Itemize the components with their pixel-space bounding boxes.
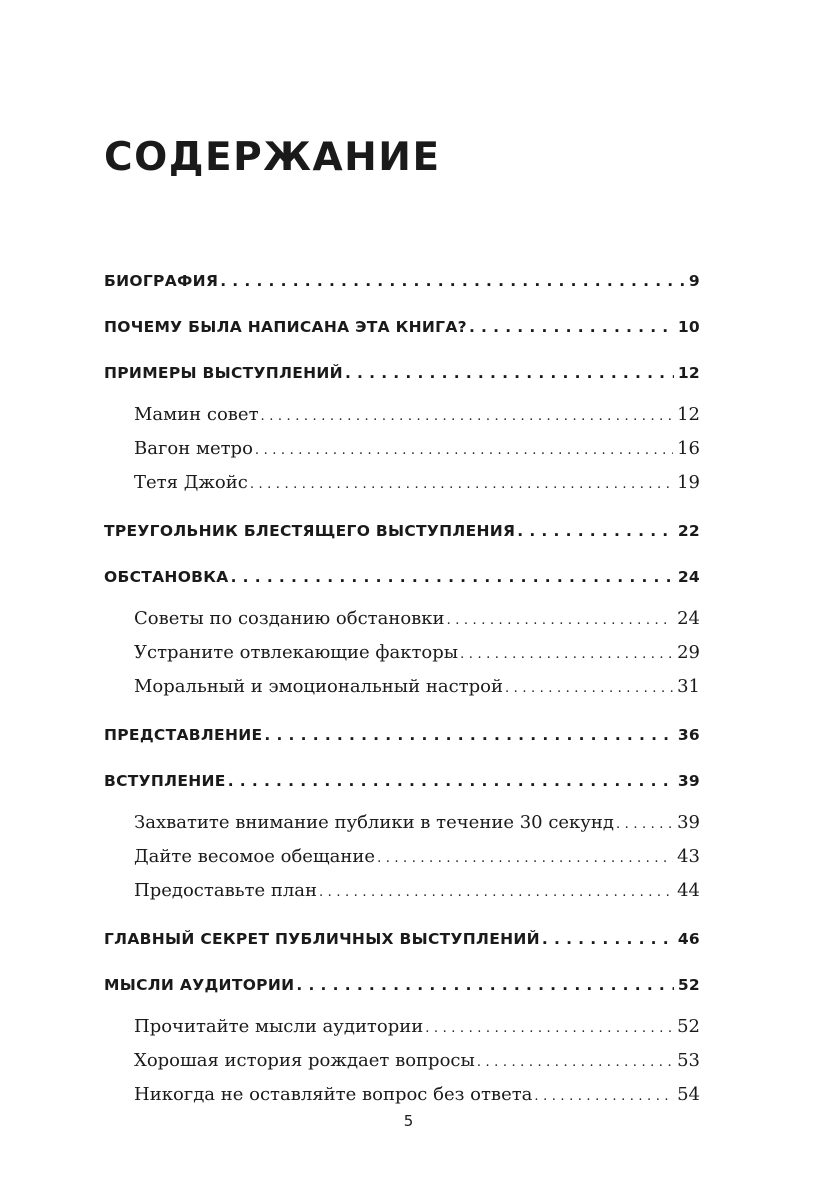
toc-entry-label: Вагон метро bbox=[134, 438, 253, 459]
toc-entry-page: 52 bbox=[677, 976, 700, 994]
toc-dot-leader bbox=[425, 1014, 673, 1044]
toc-dot-leader bbox=[460, 640, 673, 670]
toc-entry-page: 22 bbox=[677, 522, 700, 540]
toc-dot-leader bbox=[228, 762, 674, 800]
toc-entry-page: 43 bbox=[677, 846, 700, 867]
toc-dot-leader bbox=[447, 606, 674, 636]
toc-entry-label: Устраните отвлекающие факторы bbox=[134, 642, 459, 663]
toc-section-entry[interactable] bbox=[104, 1012, 700, 1046]
toc-entry-page: 9 bbox=[688, 272, 700, 290]
toc-entry-label: Прочитайте мысли аудитории bbox=[134, 1016, 424, 1037]
toc-entry-label: Предоставьте план bbox=[134, 880, 317, 901]
toc-section-entry[interactable] bbox=[104, 468, 700, 502]
toc-entry-label: Хорошая история рождает вопросы bbox=[134, 1050, 475, 1071]
toc-entry-label: ПОЧЕМУ БЫЛА НАПИСАНА ЭТА КНИГА? bbox=[104, 318, 467, 336]
toc-dot-leader bbox=[505, 674, 673, 704]
toc-entry-label: Тетя Джойс bbox=[134, 472, 248, 493]
toc-chapter-entry[interactable] bbox=[104, 920, 700, 966]
toc-dot-leader bbox=[345, 354, 674, 392]
toc-entry-page: 54 bbox=[677, 1084, 700, 1105]
toc-entry-page: 12 bbox=[677, 404, 700, 425]
toc-entry-label: ГЛАВНЫЙ СЕКРЕТ ПУБЛИЧНЫХ ВЫСТУПЛЕНИЙ bbox=[104, 930, 540, 948]
toc-entry-page: 12 bbox=[677, 364, 700, 382]
toc-section-entry[interactable] bbox=[104, 808, 700, 842]
page-number: 5 bbox=[403, 1112, 414, 1130]
toc-chapter-entry[interactable] bbox=[104, 308, 700, 354]
toc-entry-label: Никогда не оставляйте вопрос без ответа bbox=[134, 1084, 533, 1105]
toc-entry-label: Дайте весомое обещание bbox=[134, 846, 376, 867]
toc-section-entry[interactable] bbox=[104, 1080, 700, 1114]
toc-section-entry[interactable] bbox=[104, 842, 700, 876]
toc-section-entry[interactable] bbox=[104, 876, 700, 910]
toc-entry-page: 44 bbox=[677, 880, 700, 901]
toc-chapter-entry[interactable] bbox=[104, 512, 700, 558]
toc-dot-leader bbox=[261, 402, 674, 432]
toc-dot-leader bbox=[255, 436, 673, 466]
toc-dot-leader bbox=[296, 966, 673, 1004]
toc-entry-page: 53 bbox=[677, 1050, 700, 1071]
toc-section-entry[interactable] bbox=[104, 400, 700, 434]
toc-dot-leader bbox=[477, 1048, 673, 1078]
toc-dot-leader bbox=[534, 1082, 673, 1112]
toc-dot-leader bbox=[469, 308, 674, 346]
page-title: СОДЕРЖАНИЕ bbox=[104, 135, 441, 180]
toc-entry-label: Мамин совет bbox=[134, 404, 259, 425]
toc-chapter-entry[interactable] bbox=[104, 716, 700, 762]
toc-entry-page: 10 bbox=[677, 318, 700, 336]
toc-entry-page: 46 bbox=[677, 930, 700, 948]
toc-chapter-entry[interactable] bbox=[104, 354, 700, 400]
toc-entry-label: МЫСЛИ АУДИТОРИИ bbox=[104, 976, 295, 994]
toc-chapter-entry[interactable] bbox=[104, 558, 700, 604]
toc-entry-label: Советы по созданию обстановки bbox=[134, 608, 445, 629]
toc-section-entry[interactable] bbox=[104, 1046, 700, 1080]
toc-section-entry[interactable] bbox=[104, 638, 700, 672]
toc-dot-leader bbox=[250, 470, 673, 500]
toc-entry-page: 39 bbox=[677, 772, 700, 790]
toc-entry-label: ТРЕУГОЛЬНИК БЛЕСТЯЩЕГО ВЫСТУПЛЕНИЯ bbox=[104, 522, 516, 540]
toc-dot-leader bbox=[220, 262, 685, 300]
toc-entry-page: 24 bbox=[677, 568, 700, 586]
toc-entry-page: 31 bbox=[677, 676, 700, 697]
toc-entry-label: Моральный и эмоциональный настрой bbox=[134, 676, 503, 697]
toc-entry-label: ВСТУПЛЕНИЕ bbox=[104, 772, 226, 790]
toc-section-entry[interactable] bbox=[104, 672, 700, 706]
toc-gap bbox=[104, 910, 700, 920]
toc-entry-label: ОБСТАНОВКА bbox=[104, 568, 229, 586]
toc-gap bbox=[104, 502, 700, 512]
table-of-contents bbox=[104, 262, 700, 1114]
toc-chapter-entry[interactable] bbox=[104, 762, 700, 808]
toc-dot-leader bbox=[517, 512, 674, 550]
toc-section-entry[interactable] bbox=[104, 604, 700, 638]
toc-entry-label: БИОГРАФИЯ bbox=[104, 272, 219, 290]
toc-entry-page: 39 bbox=[677, 812, 700, 833]
toc-entry-page: 52 bbox=[677, 1016, 700, 1037]
toc-entry-label: ПРЕДСТАВЛЕНИЕ bbox=[104, 726, 263, 744]
toc-entry-page: 24 bbox=[677, 608, 700, 629]
toc-dot-leader bbox=[377, 844, 673, 874]
toc-entry-page: 19 bbox=[677, 472, 700, 493]
toc-entry-page: 36 bbox=[677, 726, 700, 744]
toc-entry-label: Захватите внимание публики в течение 30 секунд bbox=[134, 812, 614, 833]
toc-dot-leader bbox=[264, 716, 673, 754]
toc-section-entry[interactable] bbox=[104, 434, 700, 468]
toc-chapter-entry[interactable] bbox=[104, 966, 700, 1012]
toc-dot-leader bbox=[231, 558, 674, 596]
toc-chapter-entry[interactable] bbox=[104, 262, 700, 308]
toc-entry-label: ПРИМЕРЫ ВЫСТУПЛЕНИЙ bbox=[104, 364, 343, 382]
toc-gap bbox=[104, 706, 700, 716]
toc-entry-page: 29 bbox=[677, 642, 700, 663]
toc-dot-leader bbox=[616, 810, 673, 840]
toc-entry-page: 16 bbox=[677, 438, 700, 459]
toc-dot-leader bbox=[542, 920, 674, 958]
toc-dot-leader bbox=[319, 878, 673, 908]
